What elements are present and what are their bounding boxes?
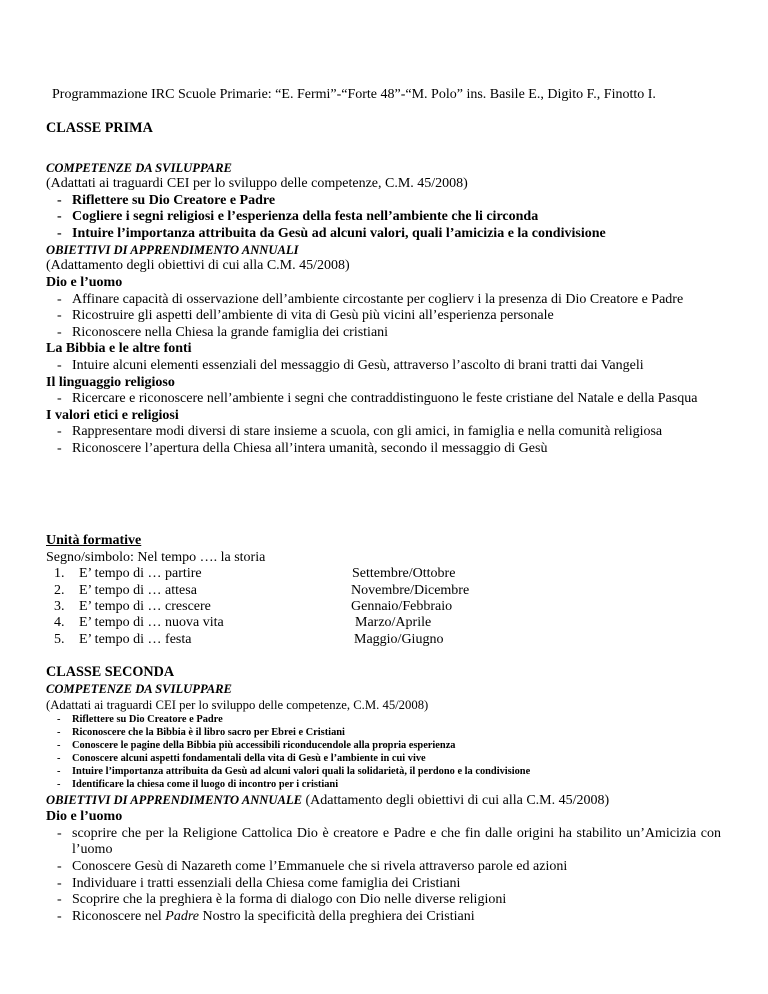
- list-item: - Ricercare e riconoscere nell’ambiente i segni che contraddistinguono le feste cristiane del Natale e della Pasqua: [46, 391, 721, 408]
- competenze-title: COMPETENZE DA SVILUPPARE: [46, 161, 232, 175]
- list-item: - Riflettere su Dio Creatore e Padre: [46, 193, 721, 210]
- list-item: - Cogliere i segni religiosi e l’esperienza della festa nell’ambiente che li circonda: [46, 209, 721, 226]
- list-item: - Affinare capacità di osservazione dell’ambiente circostante per coglierv i la presenza di Dio Creatore e Padre: [46, 292, 721, 309]
- competenze-note: (Adattati ai traguardi CEI per lo sviluppo delle competenze, C.M. 45/2008): [46, 698, 429, 712]
- subsection-title: Dio e l’uomo: [46, 274, 123, 290]
- valori-list: [46, 424, 721, 457]
- subsection-title: I valori etici e religiosi: [46, 407, 179, 423]
- section-title: CLASSE PRIMA: [46, 120, 153, 136]
- list-item: - scoprire che per la Religione Cattolica Dio è creatore e Padre e che fin dalle origini ha stabilito un’Amicizia con l’uomo: [46, 826, 721, 859]
- list-item: - Intuire l’importanza attribuita da Gesù ad alcuni valori, quali l’amicizia e la condivisione: [46, 226, 721, 243]
- list-item: - Riconoscere nella Chiesa la grande famiglia dei cristiani: [46, 325, 721, 342]
- obiettivi-title: OBIETTIVI DI APPRENDIMENTO ANNUALI: [46, 243, 299, 258]
- dio-list: [46, 292, 721, 342]
- list-item: - Intuire l’importanza attribuita da Gesù ad alcuni valori quali la solidarietà, il perdono e la condivisione: [46, 765, 721, 778]
- list-item: - Intuire alcuni elementi essenziali del messaggio di Gesù, attraverso l’ascolto di brani tratti dai Vangeli: [46, 358, 721, 375]
- list-item: - Riflettere su Dio Creatore e Padre: [46, 713, 721, 726]
- obiettivi-heading: [46, 792, 721, 810]
- list-item: 1. E’ tempo di … partire Settembre/Ottobre: [54, 566, 456, 582]
- list-item: 5. E’ tempo di … festa Maggio/Giugno: [54, 631, 444, 647]
- subsection-title: Dio e l’uomo: [46, 809, 123, 825]
- dio-list: [46, 826, 721, 926]
- document-header: Programmazione IRC Scuole Primarie: “E. Fermi”-“Forte 48”-“M. Polo” ins. Basile E., Digito F., Finotto I.: [52, 87, 656, 102]
- prima-competenze: [46, 160, 721, 458]
- obiettivi-note: (Adattamento degli obiettivi di cui alla C.M. 45/2008): [46, 258, 350, 274]
- unita-formative: [46, 533, 721, 648]
- list-item: - Conoscere Gesù di Nazareth come l’Emmanuele che si rivela attraverso parole ed azioni: [46, 859, 721, 876]
- section-classe-prima: [46, 120, 721, 137]
- unita-title: Unità formative: [46, 533, 142, 548]
- list-item: - Scoprire che la preghiera è la forma di dialogo con Dio nelle diverse religioni: [46, 892, 721, 909]
- obiettivi-title: OBIETTIVI DI APPRENDIMENTO ANNUALE: [46, 792, 302, 807]
- subsection-title: Il linguaggio religioso: [46, 374, 175, 390]
- obiettivi-note: (Adattamento degli obiettivi di cui alla C.M. 45/2008): [302, 792, 610, 808]
- section-title: CLASSE SECONDA: [46, 664, 175, 680]
- list-item: - Riconoscere l’apertura della Chiesa all’intera umanità, secondo il messaggio di Gesù: [46, 441, 721, 458]
- list-item: - Identificare la chiesa come il luogo di incontro per i cristiani: [46, 778, 721, 791]
- competenze-list: [46, 713, 721, 792]
- list-item: - Individuare i tratti essenziali della Chiesa come famiglia dei Cristiani: [46, 876, 721, 893]
- subsection-title: La Bibbia e le altre fonti: [46, 341, 192, 357]
- list-item: - Riconoscere che la Bibbia è il libro sacro per Ebrei e Cristiani: [46, 726, 721, 739]
- competenze-list: [46, 193, 721, 243]
- list-item: - Conoscere alcuni aspetti fondamentali della vita di Gesù e l’ambiente in cui vive: [46, 752, 721, 765]
- section-classe-seconda: [46, 664, 721, 925]
- unita-subtitle: Segno/simbolo: Nel tempo …. la storia: [46, 549, 266, 565]
- list-item: - Ricostruire gli aspetti dell’ambiente di vita di Gesù più vicini all’esperienza personale: [46, 308, 721, 325]
- list-item: - Rappresentare modi diversi di stare insieme a scuola, con gli amici, in famiglia e nella comunità religiosa: [46, 424, 721, 441]
- unita-list: [46, 566, 721, 648]
- list-item: 4. E’ tempo di … nuova vita Marzo/Aprile: [54, 615, 432, 631]
- list-item: - Conoscere le pagine della Bibbia più accessibili riconducendole alla propria esperienza: [46, 739, 721, 752]
- list-item: 2. E’ tempo di … attesa Novembre/Dicembre: [54, 582, 470, 598]
- list-item: 3. E’ tempo di … crescere Gennaio/Febbraio: [54, 598, 453, 614]
- competenze-note: (Adattati ai traguardi CEI per lo sviluppo delle competenze, C.M. 45/2008): [46, 176, 468, 191]
- competenze-title: COMPETENZE DA SVILUPPARE: [46, 682, 232, 696]
- list-item: - Riconoscere nel Padre Nostro la specificità della preghiera dei Cristiani: [46, 909, 721, 926]
- linguaggio-list: [46, 391, 721, 408]
- bibbia-list: [46, 358, 721, 375]
